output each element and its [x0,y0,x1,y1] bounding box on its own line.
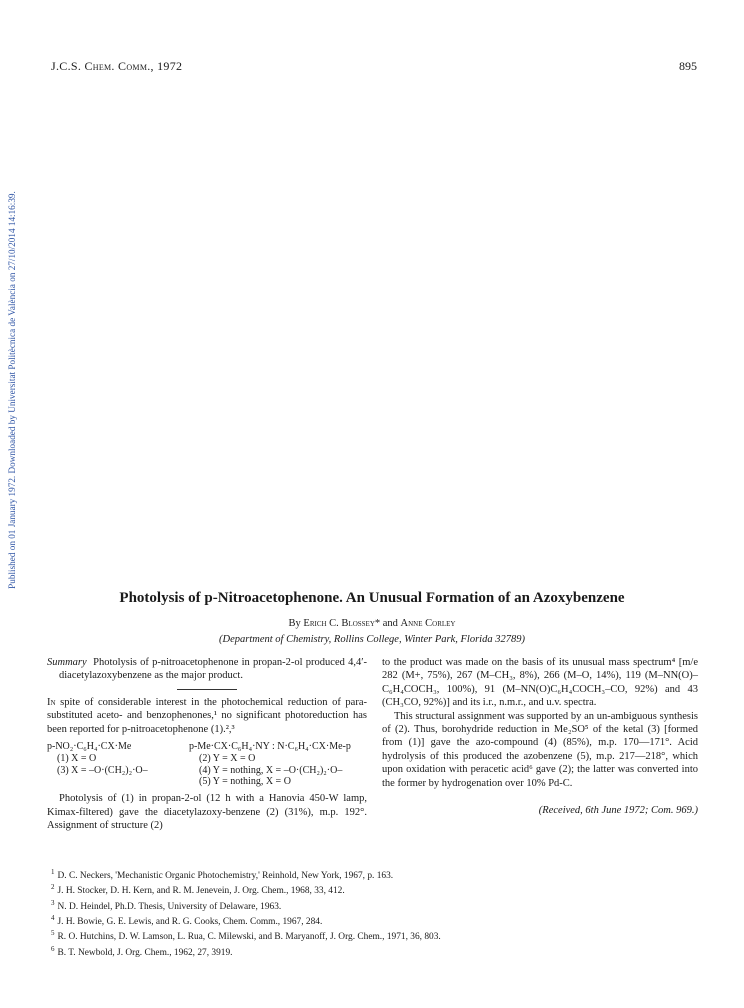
received-date: (Received, 6th June 1972; Com. 969.) [538,805,698,817]
formula-left-2: (3) X = –O·(CH₂)₂·O– [57,764,148,776]
byline-and: and [382,618,398,629]
reference-item: $^5$ R. O. Hutchins, D. W. Lamson, L. Rua, C. Milewski, and B. Maryanoff, J. Org. Chem., 1971, 36, 803. [51,929,441,943]
reference-item: $^2$ J. H. Stocker, D. H. Kern, and R. M. Jenevein, J. Org. Chem., 1968, 33, 412. [51,883,345,897]
article-title: Photolysis of p-Nitroacetophenone. An Unusual Formation of an Azoxybenzene [119,590,625,606]
formula-right-1: (2) Y = X = O [199,752,256,764]
running-header [51,59,697,74]
synthesis-paragraph: This structural assignment was supported by an un-ambiguous synthesis of (2). Thus, borohydride reduction in Me₂SO⁵ of the ketal (3) [formed from (1)] gave the azo-compound (4) (85%), m.p. 170—171°. Acid hydrolysis of this produced the azobenzene (5), m.p. 217—218°, which upon oxidation with peracetic acid⁶ gave (2); the latter was converted into the former by hydrogenation over 10% Pd-C. [382,710,698,789]
author-2: Anne Corley [400,618,456,629]
author-1: Erich C. Blossey* [303,618,381,629]
download-watermark [4,150,20,630]
intro-text: spite of considerable interest in the photochemical reduction of para-substituted aceto- and benzophenones,¹ no significant photoreduction has been reported for p-nitroacetophenone (1).²,³ [47,696,367,735]
right-column [382,656,698,817]
formula-left-0: p-NO₂·C₆H₄·CX·Me [47,741,132,753]
summary-label: Summary [47,657,87,668]
reference-item: $^1$ D. C. Neckers, 'Mechanistic Organic Photochemistry,' Reinhold, New York, 1967, p. 163. [51,868,394,882]
left-column [47,656,367,832]
journal-citation: J.C.S. Chem. Comm., 1972 [51,59,183,73]
page-number: 895 [679,59,697,73]
photolysis-paragraph: Photolysis of (1) in propan-2-ol (12 h with a Hanovia 450-W lamp, Kimax-filtered) gave the diacetylazoxy-benzene (2) (31%), m.p. 192°. Assignment of structure (2) [47,793,367,832]
intro-lead: In [47,696,56,708]
download-watermark-text: Published on 01 January 1972. Downloaded by Universitat Politècnica de València on 27/10/2014 14:16:39. [7,191,17,589]
formula-left-1: (1) X = O [57,752,97,764]
byline-by: By [288,618,301,629]
summary-text: Photolysis of p-nitroacetophenone in propan-2-ol produced 4,4′-diacetylazoxybenzene as the major product. [59,657,368,682]
formula-left-3 [47,776,189,788]
formula-right-0: p-Me·CX·C₆H₄·NY : N·C₆H₄·CX·Me-p [189,741,351,753]
formula-right-3: (5) Y = nothing, X = O [199,776,291,788]
formula-block [47,741,367,788]
byline [0,618,744,629]
intro-paragraph [47,696,367,736]
reference-item: $^4$ J. H. Bowie, G. E. Lewis, and R. G. Cooks, Chem. Comm., 1967, 284. [51,913,323,928]
formula-right-2: (4) Y = nothing, X = –O·(CH₂)₂·O– [199,764,343,776]
references [51,867,701,959]
reference-item: $^6$ B. T. Newbold, J. Org. Chem., 1962, 27, 3919. [51,944,233,958]
mass-spectrum-paragraph: to the product was made on the basis of its unusual mass spectrum⁴ [m/e 282 (M+, 75%), 267 (M–CH₃, 8%), 266 (M–O, 14%), 119 (M–NN(O)–C₆H₄COCH₃, 100%), 91 (M–NN(O)C₆H₄COCH₃–CO, 92%) and 43 (CH₃CO, 92%)] and its i.r., n.m.r., and u.v. spectra. [382,657,698,709]
affiliation: (Department of Chemistry, Rollins College, Winter Park, Florida 32789) [219,634,525,645]
section-divider [177,689,237,690]
summary [47,656,367,683]
reference-item: $^3$ N. D. Heindel, Ph.D. Thesis, University of Delaware, 1963. [51,898,282,912]
